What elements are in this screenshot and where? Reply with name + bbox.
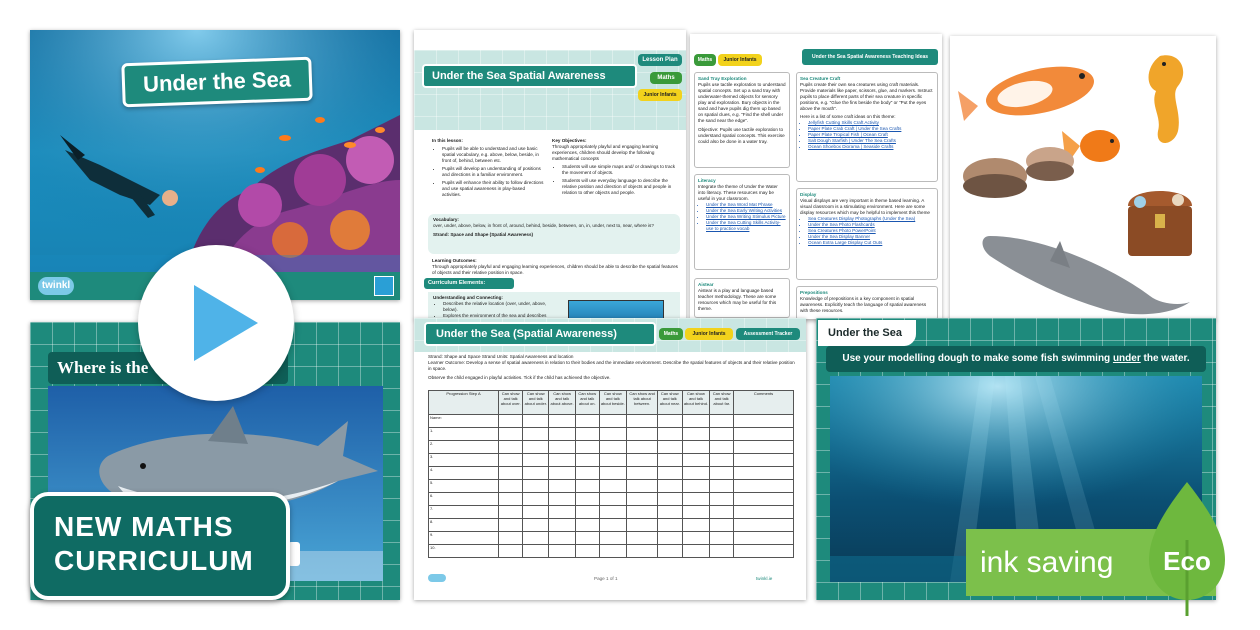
- vocabulary-label: Vocabulary:: [433, 217, 459, 222]
- lesson-title-bar: [422, 64, 637, 88]
- tick-cell[interactable]: [682, 454, 710, 467]
- play-button[interactable]: [138, 245, 294, 401]
- column-header: Can show and talk about between.: [627, 391, 658, 415]
- tick-cell[interactable]: [549, 545, 576, 558]
- curriculum-elements-bar: [424, 278, 514, 289]
- teaching-header-text: Under the Sea Spatial Awareness Teaching Ideas: [811, 54, 929, 60]
- tracker-tag-infants: Junior Infants: [685, 328, 733, 340]
- craft-link[interactable]: • Paper Plate Tropical Fish | Ocean Craft: [808, 132, 934, 138]
- tick-cell[interactable]: [523, 441, 549, 454]
- tick-cell[interactable]: [499, 480, 523, 493]
- tick-cell[interactable]: [499, 415, 523, 428]
- tick-cell[interactable]: [599, 545, 627, 558]
- craft-link[interactable]: • Ocean Shoebox Diorama | Seaside Crafts: [808, 144, 934, 150]
- tick-cell[interactable]: [658, 415, 682, 428]
- badge-line-1: NEW MATHS: [54, 511, 234, 542]
- row-label-cell: 9.: [429, 532, 499, 545]
- tick-cell[interactable]: [575, 480, 599, 493]
- tracker-table: [428, 390, 794, 558]
- tick-cell[interactable]: [499, 493, 523, 506]
- in-this-lesson-label: In this lesson:: [432, 138, 463, 143]
- tick-cell[interactable]: [627, 480, 658, 493]
- key-objectives-label: Key Objectives:: [552, 138, 587, 143]
- tracker-footer-page: Page 1 of 1: [594, 576, 618, 581]
- tick-cell[interactable]: [499, 545, 523, 558]
- column-header: Can show and talk about above.: [549, 391, 576, 415]
- play-icon: [138, 245, 294, 401]
- tick-cell[interactable]: [575, 467, 599, 480]
- tick-cell[interactable]: [658, 506, 682, 519]
- key-objectives-block: [552, 138, 676, 196]
- tick-cell[interactable]: [710, 545, 734, 558]
- instruction-bar: [826, 346, 1206, 372]
- tick-cell[interactable]: [599, 532, 627, 545]
- curriculum-point: • Explores the environment of the sea and describes: [443, 313, 553, 320]
- aistear-text: Aistear is a play and language based teacher methodology. These are some resources which may be useful for this theme.: [698, 288, 777, 311]
- tick-cell[interactable]: [599, 493, 627, 506]
- tick-cell[interactable]: [549, 467, 576, 480]
- row-label-cell: 6.: [429, 493, 499, 506]
- table-row: [429, 532, 794, 545]
- assessment-tracker-page[interactable]: [414, 318, 806, 600]
- tick-cell[interactable]: [549, 454, 576, 467]
- craft-text: Pupils create their own sea creatures using craft materials. Provide materials like paper, scissors, glue, and markers. Instruct pupils to place different parts of their sea creature in specific positions, e.g. "Glue the fins beside the body" or "Put the eyes above the mouth".: [800, 82, 933, 111]
- lesson-point: • Pupils will be able to understand and use basic spatial vocabulary, e.g. above, below, beside, in front of, behind, between etc.: [442, 146, 544, 164]
- tick-cell[interactable]: [627, 519, 658, 532]
- key-point: • Students will use simple maps and/ or drawings to track the movement of objects.: [562, 164, 676, 176]
- tick-cell[interactable]: [575, 532, 599, 545]
- tick-cell[interactable]: [627, 493, 658, 506]
- tick-cell[interactable]: [658, 467, 682, 480]
- column-header: Comments: [734, 391, 794, 415]
- ink-saving-label: ink saving: [980, 546, 1114, 579]
- tick-cell[interactable]: [682, 506, 710, 519]
- tick-cell[interactable]: [627, 454, 658, 467]
- tick-cell[interactable]: [734, 480, 794, 493]
- tick-cell[interactable]: [549, 493, 576, 506]
- tick-cell[interactable]: [734, 532, 794, 545]
- display-box: [796, 188, 938, 280]
- tick-cell[interactable]: [575, 428, 599, 441]
- tick-cell[interactable]: [734, 519, 794, 532]
- display-title: Display: [800, 192, 817, 197]
- literacy-link[interactable]: • Under the Sea Early Writing Activities: [706, 208, 786, 214]
- teaching-header: [802, 49, 938, 65]
- row-label-cell: 8.: [429, 519, 499, 532]
- tick-cell[interactable]: [710, 415, 734, 428]
- row-label-cell: 2.: [429, 441, 499, 454]
- tick-cell[interactable]: [627, 441, 658, 454]
- tick-cell[interactable]: [710, 441, 734, 454]
- tracker-observe-line: Observe the child engaged in playful activities. Tick if the child has achieved the objective.: [428, 375, 611, 380]
- tick-cell[interactable]: [523, 480, 549, 493]
- column-header: Progression Step A: [429, 391, 499, 415]
- tick-cell[interactable]: [734, 415, 794, 428]
- tick-cell[interactable]: [682, 467, 710, 480]
- tracker-tag-maths: Maths: [659, 328, 683, 340]
- tick-cell[interactable]: [499, 454, 523, 467]
- tick-cell[interactable]: [499, 519, 523, 532]
- display-link[interactable]: • Under the Sea Display Banner: [808, 234, 934, 240]
- tick-cell[interactable]: [599, 441, 627, 454]
- column-header: Can show and talk about near.: [658, 391, 682, 415]
- tick-cell[interactable]: [599, 480, 627, 493]
- literacy-link[interactable]: • Under the Sea Writing Stimulus Picture: [706, 214, 786, 220]
- vocabulary-box: [428, 214, 680, 254]
- tick-cell[interactable]: [523, 506, 549, 519]
- tick-cell[interactable]: [710, 519, 734, 532]
- tick-cell[interactable]: [549, 519, 576, 532]
- tick-cell[interactable]: [627, 545, 658, 558]
- tick-cell[interactable]: [682, 441, 710, 454]
- tick-cell[interactable]: [549, 480, 576, 493]
- lesson-point: • Pupils will develop an understanding of positions and directions in a familiar environment.: [442, 166, 544, 178]
- tick-cell[interactable]: [599, 506, 627, 519]
- tick-cell[interactable]: [658, 532, 682, 545]
- slide-label: Under the Sea: [828, 327, 902, 339]
- lesson-point: • Pupils will enhance their ability to follow directions and use spatial awareness in play-based activities.: [442, 180, 544, 198]
- sea-creature-cut-outs: [950, 36, 1216, 320]
- prepositions-box: [796, 286, 938, 320]
- tick-cell[interactable]: [599, 467, 627, 480]
- tag-junior-infants: Junior Infants: [638, 89, 682, 101]
- tick-cell[interactable]: [575, 493, 599, 506]
- literacy-link[interactable]: • Under the Sea Word Mat Phrase: [706, 202, 786, 208]
- sand-tray-box: [694, 72, 790, 168]
- literacy-box: [694, 174, 790, 270]
- tick-cell[interactable]: [499, 428, 523, 441]
- tick-cell[interactable]: [575, 506, 599, 519]
- lesson-thumbnail: [568, 300, 664, 320]
- table-row: [429, 428, 794, 441]
- tag-lesson-plan: Lesson Plan: [638, 54, 682, 66]
- in-this-lesson-block: [432, 138, 544, 198]
- tick-cell[interactable]: [523, 532, 549, 545]
- tick-cell[interactable]: [627, 506, 658, 519]
- tick-cell[interactable]: [549, 441, 576, 454]
- table-row: [429, 441, 794, 454]
- tick-cell[interactable]: [627, 467, 658, 480]
- tick-cell[interactable]: [599, 454, 627, 467]
- koi-fish-icon: [958, 58, 1098, 124]
- row-label-cell: Name:: [429, 415, 499, 428]
- row-label-cell: 1.: [429, 428, 499, 441]
- twinkl-logo: twinkl: [38, 277, 74, 295]
- strand-text: Strand: Space and Shape (Spatial Awareness): [433, 232, 534, 237]
- tick-cell[interactable]: [523, 493, 549, 506]
- tick-cell[interactable]: [523, 545, 549, 558]
- tick-cell[interactable]: [734, 454, 794, 467]
- instruction-text-emph: under: [1112, 353, 1141, 364]
- tick-cell[interactable]: [710, 428, 734, 441]
- tick-cell[interactable]: [682, 480, 710, 493]
- tick-cell[interactable]: [599, 519, 627, 532]
- tick-cell[interactable]: [549, 532, 576, 545]
- tick-cell[interactable]: [682, 545, 710, 558]
- tick-cell[interactable]: [710, 454, 734, 467]
- row-label-cell: 4.: [429, 467, 499, 480]
- tick-cell[interactable]: [710, 506, 734, 519]
- display-link[interactable]: • Sea Creatures Photo PowerPoint: [808, 228, 934, 234]
- tick-cell[interactable]: [499, 506, 523, 519]
- tick-cell[interactable]: [734, 467, 794, 480]
- craft-link[interactable]: • Paper Plate Crab Craft | Under the Sea Crafts: [808, 126, 934, 132]
- tick-cell[interactable]: [734, 506, 794, 519]
- tag-maths: Maths: [650, 72, 682, 84]
- display-link[interactable]: • Ocean Extra Large Display Cut Outs: [808, 240, 934, 246]
- column-header: Can show and talk about far.: [710, 391, 734, 415]
- learning-outcomes-block: [432, 258, 680, 276]
- tick-cell[interactable]: [627, 428, 658, 441]
- tick-cell[interactable]: [575, 441, 599, 454]
- slide-label-tab: [818, 320, 916, 346]
- tracker-footer-site: twinkl.ie: [756, 576, 773, 581]
- lesson-plan-page[interactable]: [414, 30, 686, 320]
- display-link[interactable]: • Under the Sea Photo Flashcards: [808, 222, 934, 228]
- tick-cell[interactable]: [523, 428, 549, 441]
- tick-cell[interactable]: [599, 428, 627, 441]
- slide2-title: Where is the: [57, 358, 149, 377]
- slide-title: Under the Sea: [142, 66, 292, 97]
- table-row: [429, 519, 794, 532]
- row-label-cell: 3.: [429, 454, 499, 467]
- tick-cell[interactable]: [658, 454, 682, 467]
- tick-cell[interactable]: [682, 519, 710, 532]
- vocabulary-text: over, under, above, below, in front of, around, behind, beside, between, on, in, under, next to, near, where is?: [433, 223, 654, 228]
- tracker-title-bar: [424, 322, 656, 346]
- craft-title: Sea Creature Craft: [800, 76, 841, 81]
- craft-link[interactable]: • Salt Dough Starfish | Under The Sea Crafts: [808, 138, 934, 144]
- table-row: [429, 506, 794, 519]
- literacy-link[interactable]: • Under the Sea Cutting Skills Activity-use to practice vocab: [706, 220, 786, 232]
- badge-line-2: CURRICULUM: [54, 545, 254, 576]
- tick-cell[interactable]: [658, 519, 682, 532]
- ireland-badge-icon: [374, 276, 394, 296]
- tick-cell[interactable]: [710, 467, 734, 480]
- prepositions-text: Knowledge of prepositions is a key component in spatial awareness. Explicitly teach the language of spatial awareness with these resources.: [800, 296, 927, 313]
- tick-cell[interactable]: [523, 519, 549, 532]
- column-header: Can show and talk about beside.: [599, 391, 627, 415]
- tick-cell[interactable]: [499, 441, 523, 454]
- tick-cell[interactable]: [499, 532, 523, 545]
- tracker-tag-assessment: Assessment Tracker: [736, 328, 800, 340]
- table-row: [429, 467, 794, 480]
- aistear-title: Aistear: [698, 282, 714, 287]
- teaching-tag-maths: Maths: [694, 54, 716, 66]
- tick-cell[interactable]: [599, 415, 627, 428]
- column-header: Can show and talk about under.: [523, 391, 549, 415]
- table-row: [429, 545, 794, 558]
- craft-link[interactable]: • Jellyfish Cutting Skills Craft Activity: [808, 120, 934, 126]
- tick-cell[interactable]: [627, 532, 658, 545]
- cut-outs-page[interactable]: [950, 36, 1216, 320]
- treasure-chest-icon: [1128, 191, 1192, 256]
- tick-cell[interactable]: [658, 493, 682, 506]
- lesson-title: Under the Sea Spatial Awareness: [432, 70, 606, 82]
- tick-cell[interactable]: [549, 428, 576, 441]
- tracker-intro: [428, 354, 798, 381]
- table-row: [429, 493, 794, 506]
- tick-cell[interactable]: [734, 493, 794, 506]
- clam-shell-icon: [963, 147, 1074, 198]
- table-row: [429, 415, 794, 428]
- tick-cell[interactable]: [575, 415, 599, 428]
- row-label-cell: 7.: [429, 506, 499, 519]
- column-header: Can show and talk about behind.: [682, 391, 710, 415]
- seahorse-icon: [1149, 55, 1184, 143]
- key-objectives-text: Through appropriately playful and engaging learning experiences, children should develop the following mathematical concepts: [552, 144, 659, 161]
- tick-cell[interactable]: [658, 428, 682, 441]
- tracker-footer-logo: [428, 574, 446, 582]
- tick-cell[interactable]: [575, 454, 599, 467]
- craft-box: [796, 72, 938, 182]
- tick-cell[interactable]: [658, 480, 682, 493]
- tick-cell[interactable]: [710, 532, 734, 545]
- teaching-ideas-page[interactable]: [690, 34, 942, 320]
- curriculum-point: • Describes the relative location (over, under, above, below).: [443, 301, 553, 313]
- instruction-text-pre: Use your modelling dough to make some fish swimming: [842, 353, 1113, 364]
- row-label-cell: 5.: [429, 480, 499, 493]
- tick-cell[interactable]: [734, 428, 794, 441]
- sand-tray-objective: Objective: Pupils use tactile exploration to understand spatial concepts. This exercise could also be done in a water tray.: [698, 127, 785, 144]
- tracker-title: Under the Sea (Spatial Awareness): [436, 328, 617, 340]
- tick-cell[interactable]: [710, 493, 734, 506]
- tick-cell[interactable]: [734, 441, 794, 454]
- key-point: • Students will use everyday language to describe the relative position and direction of objects and people in relation to other objects and people.: [562, 178, 676, 196]
- learning-outcomes-text: Through appropriately playful and engaging learning experiences, children should be able to describe the spatial features of objects and their relative position in space.: [432, 264, 678, 275]
- eco-badge-label: Eco: [1163, 546, 1211, 576]
- tick-cell[interactable]: [575, 545, 599, 558]
- tick-cell[interactable]: [549, 506, 576, 519]
- tracker-header-row: [429, 391, 794, 415]
- tick-cell[interactable]: [734, 545, 794, 558]
- teaching-tag-infants: Junior Infants: [718, 54, 762, 66]
- sand-tray-text: Pupils use tactile exploration to understand spatial concepts. Set up a sand tray with underwater-themed objects for sensory play and exploration. Bury objects in the sand and have pupils dig them up based on spatial clues, e.g. "Find the shell under the sand near the edge".: [698, 82, 786, 123]
- learning-outcomes-label: Learning Outcomes:: [432, 258, 477, 263]
- aistear-box: [694, 278, 790, 318]
- tick-cell[interactable]: [575, 519, 599, 532]
- column-header: Can show and talk about over.: [499, 391, 523, 415]
- sand-tray-title: Sand Tray Exploration: [698, 76, 747, 81]
- tick-cell[interactable]: [523, 454, 549, 467]
- table-row: [429, 454, 794, 467]
- tick-cell[interactable]: [710, 480, 734, 493]
- craft-sub: Here is a list of some craft ideas on this theme:: [800, 114, 896, 119]
- tick-cell[interactable]: [523, 467, 549, 480]
- instruction-text-post: the water.: [1140, 353, 1190, 364]
- display-link[interactable]: • Sea Creatures Display Photographs (Under the Sea): [808, 216, 934, 222]
- tick-cell[interactable]: [682, 428, 710, 441]
- tick-cell[interactable]: [523, 415, 549, 428]
- tick-cell[interactable]: [658, 545, 682, 558]
- tick-cell[interactable]: [682, 493, 710, 506]
- tick-cell[interactable]: [682, 415, 710, 428]
- tracker-outcome-line: Learner Outcome: Develop a sense of spatial awareness in relation to their bodies and the immediate environment. Describe the spatial features of objects and their relative position in space.: [428, 360, 795, 371]
- row-label-cell: 10.: [429, 545, 499, 558]
- tick-cell[interactable]: [499, 467, 523, 480]
- table-row: [429, 480, 794, 493]
- column-header: Can show and talk about on.: [575, 391, 599, 415]
- display-text: Visual displays are very important in theme based learning. A visual classroom is a stimulating environment. Here are some display resources which may be helpful to implement this theme: [800, 198, 930, 215]
- prepositions-title: Prepositions: [800, 290, 828, 295]
- tick-cell[interactable]: [682, 532, 710, 545]
- title-banner: [121, 57, 312, 108]
- curriculum-elements-label: Curriculum Elements:: [428, 280, 486, 286]
- tick-cell[interactable]: [658, 441, 682, 454]
- tick-cell[interactable]: [627, 415, 658, 428]
- literacy-text: Integrate the theme of Under the Water into literacy. These resources may be useful in your classroom.: [698, 184, 778, 201]
- tick-cell[interactable]: [549, 415, 576, 428]
- tracker-strand-line: Strand: Shape and Space Strand Units: Spatial Awareness and location: [428, 354, 574, 359]
- literacy-title: Literacy: [698, 178, 716, 183]
- understanding-label: Understanding and Connecting:: [433, 295, 503, 300]
- new-maths-curriculum-badge: [30, 492, 290, 600]
